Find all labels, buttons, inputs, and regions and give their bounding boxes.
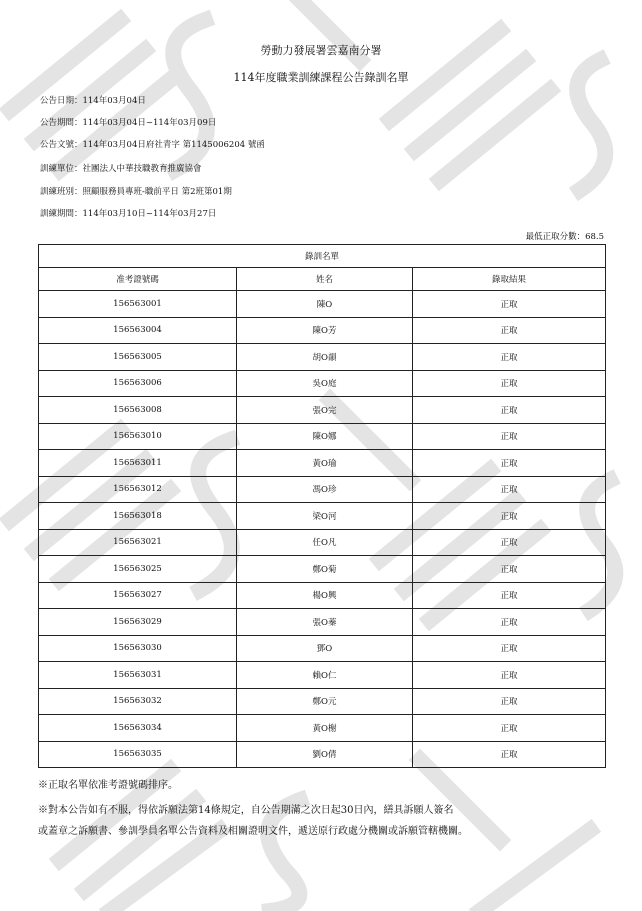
cell-result: 正取 [413,582,606,609]
table-row [39,397,606,424]
table-row [39,741,606,768]
table-row [39,529,606,556]
cell-exam-number: 156563018 [39,503,237,530]
cell-name: 黃O瑜 [237,450,413,477]
note-appeal-line2: 或蓋章之訴願書、參訓學員名單公告資料及相關證明文件，遞送原行政處分機關或訴願管轄機關。 [38,826,468,837]
column-header-exam-number: 准考證號碼 [39,268,237,291]
info-training-unit: 訓練單位：社團法人中華技職教育推廣協會 [40,164,202,174]
table-row [39,450,606,477]
cell-exam-number: 156563035 [39,741,237,768]
note-sort-order: ※正取名單依准考證號碼排序。 [38,780,178,791]
table-row [39,715,606,742]
cell-name: 任O凡 [237,529,413,556]
info-training-period: 訓練期間：114年03月10日~114年03月27日 [40,209,217,219]
cell-name: 鄧O [237,635,413,662]
cell-name: 楊O興 [237,582,413,609]
cell-exam-number: 156563034 [39,715,237,742]
table-row [39,688,606,715]
cell-exam-number: 156563006 [39,370,237,397]
admission-roster-table [38,244,606,768]
cell-result: 正取 [413,291,606,318]
cell-result: 正取 [413,688,606,715]
column-header-result: 錄取結果 [413,268,606,291]
cell-exam-number: 156563008 [39,397,237,424]
cell-exam-number: 156563004 [39,317,237,344]
cell-name: 吳O庭 [237,370,413,397]
table-caption: 錄訓名單 [39,245,606,268]
info-announce-date: 公告日期：114年03月04日 [40,96,146,106]
table-row [39,662,606,689]
cell-name: 張O完 [237,397,413,424]
cell-name: 陳O芳 [237,317,413,344]
cell-name: 鄭O元 [237,688,413,715]
table-row [39,370,606,397]
cell-name: 梁O河 [237,503,413,530]
cell-exam-number: 156563011 [39,450,237,477]
cell-result: 正取 [413,476,606,503]
minimum-score: 最低正取分數：68.5 [525,232,604,242]
cell-result: 正取 [413,344,606,371]
table-row [39,423,606,450]
cell-exam-number: 156563029 [39,609,237,636]
table-row [39,556,606,583]
cell-result: 正取 [413,662,606,689]
cell-exam-number: 156563025 [39,556,237,583]
table-row [39,503,606,530]
cell-exam-number: 156563030 [39,635,237,662]
table-row [39,317,606,344]
cell-result: 正取 [413,609,606,636]
cell-name: 陳O [237,291,413,318]
cell-exam-number: 156563001 [39,291,237,318]
agency-title: 勞動力發展署雲嘉南分署 [260,44,382,57]
info-training-class: 訓練班別：照顧服務員專班-職前平日 第2班第01期 [40,187,232,197]
cell-result: 正取 [413,529,606,556]
note-appeal-line1: ※對本公告如有不服，得依訴願法第14條規定，自公告期滿之次日起30日內，繕具訴願人簽名 [38,805,454,816]
document-title: 114年度職業訓練課程公告錄訓名單 [233,71,409,84]
cell-name: 陳O娜 [237,423,413,450]
cell-result: 正取 [413,503,606,530]
cell-result: 正取 [413,397,606,424]
cell-result: 正取 [413,556,606,583]
cell-exam-number: 156563012 [39,476,237,503]
column-header-name: 姓名 [237,268,413,291]
cell-name: 張O蓁 [237,609,413,636]
table-row [39,476,606,503]
cell-result: 正取 [413,635,606,662]
cell-exam-number: 156563027 [39,582,237,609]
cell-result: 正取 [413,423,606,450]
cell-name: 鄭O菊 [237,556,413,583]
cell-result: 正取 [413,370,606,397]
cell-name: 黃O榭 [237,715,413,742]
table-row [39,635,606,662]
cell-exam-number: 156563005 [39,344,237,371]
cell-exam-number: 156563032 [39,688,237,715]
cell-result: 正取 [413,715,606,742]
cell-exam-number: 156563010 [39,423,237,450]
table-row [39,582,606,609]
table-body [39,291,606,768]
table-row [39,344,606,371]
info-announce-period: 公告期間：114年03月04日~114年03月09日 [40,118,217,128]
table-row [39,609,606,636]
cell-exam-number: 156563021 [39,529,237,556]
table-row [39,291,606,318]
cell-result: 正取 [413,317,606,344]
cell-name: 馮O珍 [237,476,413,503]
cell-name: 賴O仁 [237,662,413,689]
cell-name: 胡O韻 [237,344,413,371]
cell-name: 劉O倩 [237,741,413,768]
cell-result: 正取 [413,741,606,768]
cell-result: 正取 [413,450,606,477]
info-document-number: 公告文號：114年03月04日府社青字 第1145006204 號函 [40,140,265,150]
cell-exam-number: 156563031 [39,662,237,689]
